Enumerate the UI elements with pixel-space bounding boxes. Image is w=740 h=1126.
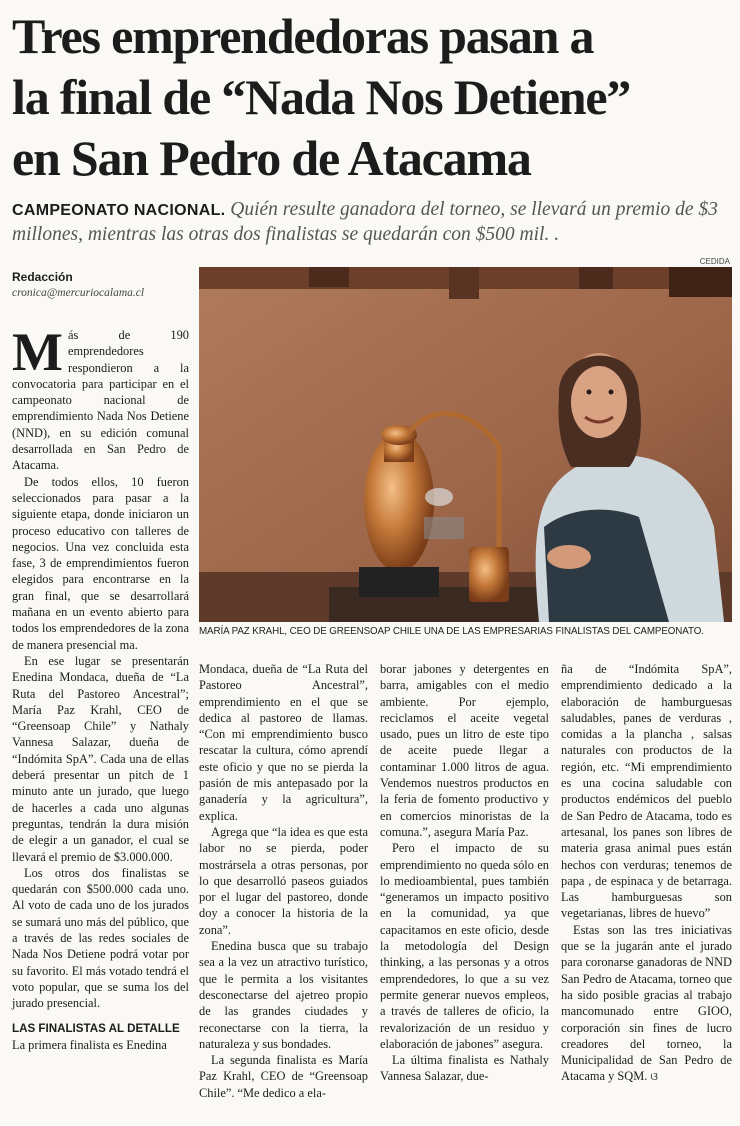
paragraph: Pero el impacto de su emprendimiento no queda sólo en lo medioambiental, pues también “generamos un impacto positivo en la comunidad, ya que capacitamos en este oficio, desde la metodología del Design thinking, a las personas y a otros emprendedores, lo que a su vez permite generar nuevos empleos, a través de talleres de oficio, la revalorización de un residuo y elaboración de jabones” asegura. — [380, 841, 549, 1051]
headline-line-2: la final de “Nada Nos Detiene” — [12, 69, 631, 125]
kicker-label: CAMPEONATO NACIONAL. — [12, 202, 226, 219]
end-mark-icon: ଓ — [650, 1071, 658, 1084]
paragraph: De todos ellos, 10 fueron seleccionados para pasar a la siguiente etapa, donde iniciaron un proceso educativo con talleres de negocios. Una vez concluida esta fase, 3 de emprendimientos fueron elegidos para encontrarse en la gran final, que se desarrollará mañana en un evento abierto para todos los emprendedores de la zona de manera presencial ma. — [12, 474, 189, 652]
paragraph: Los otros dos finalistas se quedarán con $500.000 cada uno. Al voto de cada uno de los jurados se sumará uno más del público, que a través de las redes sociales de Nada Nos Detiene podrá votar por su favorito. El más votado tendrá el voto popular, que se suma los del jurado presencial. — [12, 865, 189, 1011]
paragraph: borar jabones y detergentes en barra, amigables con el medio ambiente. Por ejemplo, reciclamos el aceite vegetal usado, pues un litro de este tipo de aceite puede llegar a contaminar 1.000 litros de agua. Vendemos nuestros productos en la feria de fomento productivo y en comercios minoristas de la comuna.”, asegura María Paz. — [380, 662, 549, 839]
headline — [12, 6, 732, 189]
paragraph: La segunda finalista es María Paz Krahl, CEO de “Greensoap Chile”. “Me dedico a ela- — [199, 1053, 368, 1100]
paragraph: La última finalista es Nathaly Vannesa Salazar, due- — [380, 1053, 549, 1084]
paragraph: Más de 190 emprendedores respondieron a la convocatoria para participar en el campeonato nacional de emprendimiento Nada Nos Detiene (NND), en su edición comunal desarrollada en San Pedro de Atacama. — [12, 322, 189, 473]
article-photo — [199, 267, 732, 622]
headline-line-3: en San Pedro de Atacama — [12, 130, 531, 186]
paragraph: Mondaca, dueña de “La Ruta del Pastoreo Ancestral”, emprendimiento en el que se dedica al pastoreo de llamas. “Con mi emprendimiento busco rescatar la cultura, cómo aprendí este oficio y que no se pierda la pasión de mis antepasado por la ganadería y la agricultura”, explica. — [199, 662, 368, 823]
paragraph: Enedina busca que su trabajo sea a la vez un atractivo turístico, que le permita a los visitantes desconectarse del ajetreo propio de las grandes ciudades y reconectarse con la tierra, la naturaleza y sus bondades. — [199, 939, 368, 1051]
byline-email[interactable]: cronica@mercuriocalama.cl — [12, 287, 145, 299]
paragraph: La primera finalista es Enedina — [12, 1038, 167, 1053]
drop-cap: M — [12, 322, 63, 382]
paragraph: Agrega que “la idea es que esta labor no se pierda, poder mostrársela a otras personas, por lo que desarrolló paseos guiados por el lugar del pastoreo, donde doy a conocer la historia de la zona”. — [199, 824, 368, 937]
article-column-2 — [199, 661, 368, 1101]
kicker — [12, 198, 732, 247]
byline — [12, 270, 192, 299]
article-column-1 — [12, 322, 189, 1054]
headline-line-1: Tres emprendedoras pasan a — [12, 8, 594, 64]
subheading: LAS FINALISTAS AL DETALLE — [12, 1022, 180, 1036]
paragraph: ña de “Indómita SpA”, emprendimiento dedicado a la elaboración de hamburguesas saludables, panes de verduras , comidas a la plancha , salsas naturales con productos de la región, etc. “Mi emprendimiento es una cocina saludable con productos endémicos del pueblo de San Pedro de Atacama, todo es artesanal, los panes son libres de materia grasa animal pues están hechos con verduras; tenemos de papa , de espinaca y de betarraga. Las hamburguesas son vegetarianas, libres de huevo” — [561, 662, 732, 921]
photo-caption: MARÍA PAZ KRAHL, CEO DE GREENSOAP CHILE UNA DE LAS EMPRESARIAS FINALISTAS DEL CAMPEONATO. — [199, 626, 704, 637]
photo-credit: CEDIDA — [699, 257, 730, 266]
article-column-4 — [561, 661, 732, 1086]
paragraph: Estas son las tres iniciativas que se la jugarán ante el jurado para coronarse ganadoras de NND San Pedro de Atacama, torneo que ha sido posible gracias al trabajo mancomunado entre GIOO, corporación sin fines de lucro creadores del torneo, la Municipalidad de San Pedro de Atacama y SQM. ଓ — [561, 922, 732, 1084]
byline-author: Redacción — [12, 270, 73, 284]
article-column-3 — [380, 661, 549, 1085]
photo-illustration — [199, 267, 732, 622]
paragraph: En ese lugar se presentarán Enedina Mondaca, dueña de “La Ruta del Pastoreo Ancestral”; María Paz Krahl, CEO de “Greensoap Chile” y Nathaly Vannesa Salazar, dueña de “Indómita SpA”. Cada una de ellas deberá presentar un pitch de 1 minuto ante un jurado, que luego de hacerles a cada uno algunas preguntas, tendrán la dura misión de elegir a un ganador, el cual se llevará el premio de $3.000.000. — [12, 653, 189, 864]
kicker-text: Quién resulte ganadora del torneo, se llevará un premio de $3 millones, mientras las otras dos finalistas se quedarán con $500 mil. . — [12, 199, 718, 245]
